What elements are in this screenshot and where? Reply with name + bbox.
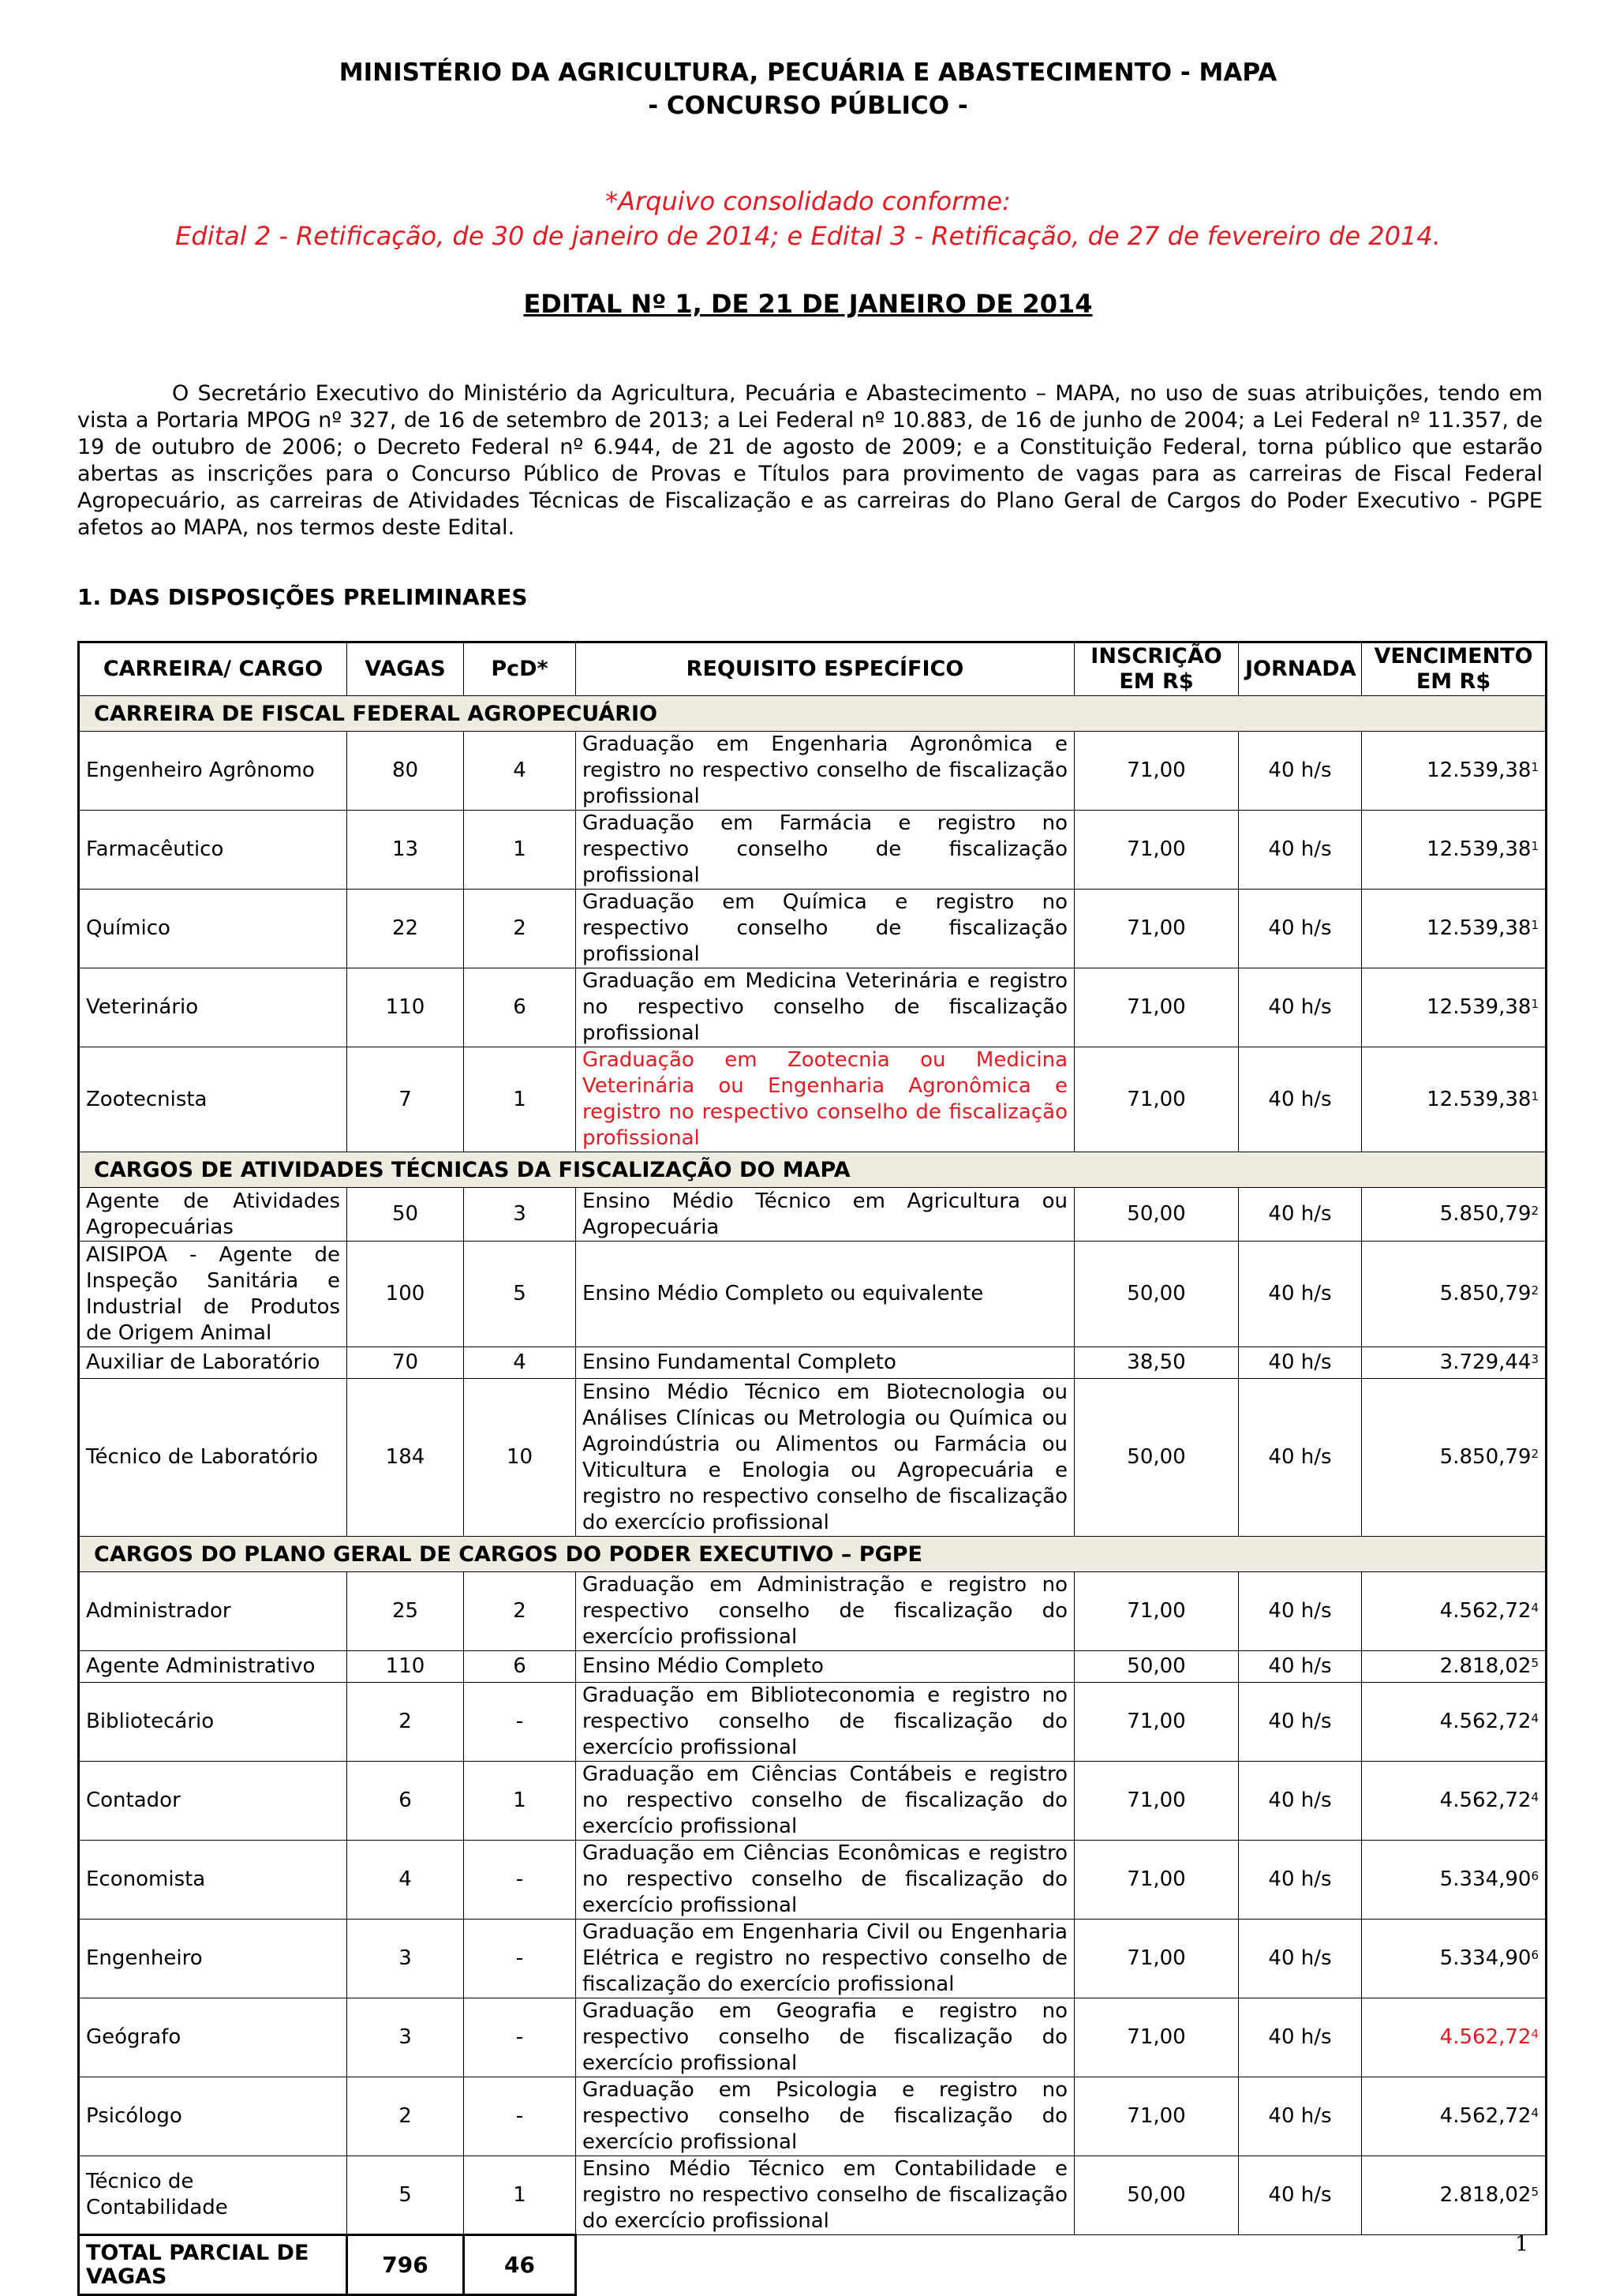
cell-requisito: Graduação em Ciências Econômicas e registro no respectivo conselho de fiscalização do exercício profissional [576,1841,1075,1920]
cell-jornada: 40 h/s [1239,1651,1362,1683]
vencimento-value: 5.850,79 [1439,1282,1532,1305]
vencimento-value: 5.850,79 [1439,1445,1532,1469]
cell-cargo: Químico [79,890,347,968]
cell-inscricao: 71,00 [1075,890,1239,968]
vencimento-value: 12.539,38 [1427,837,1532,861]
table-row [79,1762,1547,1841]
cell-pcd: 1 [464,811,576,890]
footnote-marker: 4 [1531,1601,1539,1615]
cell-requisito: Ensino Médio Completo [576,1651,1075,1683]
cell-vagas: 5 [347,2156,464,2235]
cell-jornada: 40 h/s [1239,1998,1362,2077]
cell-inscricao: 71,00 [1075,2077,1239,2156]
cell-requisito: Ensino Médio Completo ou equivalente [576,1242,1075,1347]
cell-jornada: 40 h/s [1239,732,1362,811]
cell-pcd: 4 [464,732,576,811]
cell-vencimento [1362,1242,1547,1347]
vencimento-value: 5.334,90 [1439,1946,1532,1970]
cell-jornada: 40 h/s [1239,968,1362,1047]
cell-vagas: 2 [347,2077,464,2156]
cell-vencimento [1362,1841,1547,1920]
footnote-marker: 4 [1531,1711,1539,1725]
table-row [79,811,1547,890]
cell-inscricao: 50,00 [1075,1651,1239,1683]
cell-pcd: - [464,1841,576,1920]
cell-requisito: Graduação em Zootecnia ou Medicina Veterinária ou Engenharia Agronômica e registro no respectivo conselho de fiscalização profissional [576,1047,1075,1152]
cell-requisito: Graduação em Medicina Veterinária e registro no respectivo conselho de fiscalização profissional [576,968,1075,1047]
cell-inscricao: 71,00 [1075,732,1239,811]
vencimento-value: 12.539,38 [1427,758,1532,782]
cell-inscricao: 71,00 [1075,1683,1239,1762]
footnote-marker: 3 [1531,1352,1539,1366]
cell-inscricao: 71,00 [1075,1841,1239,1920]
cell-requisito: Ensino Médio Técnico em Biotecnologia ou Análises Clínicas ou Metrologia ou Química ou Agroindústria ou Alimentos ou Farmácia ou Viticultura e Enologia ou Agropecuária e registro no respectivo conselho de fiscalização do exercício profissional [576,1379,1075,1537]
cell-vencimento [1362,1347,1547,1379]
cell-cargo: Engenheiro Agrônomo [79,732,347,811]
vencimento-value: 3.729,44 [1439,1350,1532,1374]
cell-requisito: Graduação em Geografia e registro no respectivo conselho de fiscalização do exercício profissional [576,1998,1075,2077]
cell-inscricao: 71,00 [1075,811,1239,890]
cell-requisito: Ensino Fundamental Completo [576,1347,1075,1379]
section-title: CARGOS DO PLANO GERAL DE CARGOS DO PODER EXECUTIVO – PGPE [79,1537,1547,1572]
cell-cargo: AISIPOA - Agente de Inspeção Sanitária e Industrial de Produtos de Origem Animal [79,1242,347,1347]
table-row [79,968,1547,1047]
cell-jornada: 40 h/s [1239,1920,1362,1998]
table-row [79,1047,1547,1152]
cell-jornada: 40 h/s [1239,1242,1362,1347]
cell-vencimento [1362,811,1547,890]
cell-vagas: 2 [347,1683,464,1762]
cell-jornada: 40 h/s [1239,1379,1362,1537]
section-title: CARGOS DE ATIVIDADES TÉCNICAS DA FISCALIZAÇÃO DO MAPA [79,1152,1547,1188]
cell-jornada: 40 h/s [1239,1841,1362,1920]
table-row [79,1242,1547,1347]
vencimento-value: 5.334,90 [1439,1867,1532,1891]
cell-vagas: 3 [347,1998,464,2077]
cell-jornada: 40 h/s [1239,1188,1362,1242]
cell-pcd: 5 [464,1242,576,1347]
cell-vagas: 80 [347,732,464,811]
cell-vencimento [1362,732,1547,811]
retification-note: Edital 2 - Retificação, de 30 de janeiro de 2014; e Edital 3 - Retificação, de 27 de fevereiro de 2014. [175,221,1441,251]
cell-vencimento [1362,1572,1547,1651]
footnote-marker: 5 [1531,2185,1539,2199]
cell-cargo: Engenheiro [79,1920,347,1998]
total-empty-cell [1075,2235,1239,2295]
cell-inscricao: 50,00 [1075,1379,1239,1537]
total-label: TOTAL PARCIAL DE VAGAS [79,2235,347,2295]
total-row [79,2235,1547,2295]
footnote-marker: 4 [1531,2106,1539,2120]
cell-cargo: Contador [79,1762,347,1841]
cell-cargo: Agente de Atividades Agropecuárias [79,1188,347,1242]
cell-vencimento [1362,2077,1547,2156]
table-row [79,2156,1547,2235]
table-row [79,1998,1547,2077]
cell-vagas: 3 [347,1920,464,1998]
ministry-title: MINISTÉRIO DA AGRICULTURA, PECUÁRIA E ABASTECIMENTO - MAPA [339,58,1277,87]
intro-text: O Secretário Executivo do Ministério da Agricultura, Pecuária e Abastecimento – MAPA, no uso de suas atribuições, tendo em vista a Portaria MPOG nº 327, de 16 de setembro de 2013; a Lei Federal nº 10.883, de 16 de junho de 2004; a Lei Federal nº 11.357, de 19 de outubro de 2006; o Decreto Federal nº 6.944, de 21 de agosto de 2009; e a Constituição Federal, torna público que estarão abertas as inscrições para o Concurso Público de Provas e Títulos para provimento de vagas para as carreiras de Fiscal Federal Agropecuário, as carreiras de Atividades Técnicas de Fiscalização e as carreiras do Plano Geral de Cargos do Poder Executivo - PGPE afetos ao MAPA, nos termos deste Edital. [77,381,1543,540]
table-row [79,1572,1547,1651]
cell-cargo: Bibliotecário [79,1683,347,1762]
cell-requisito: Graduação em Engenharia Civil ou Engenharia Elétrica e registro no respectivo conselho de fiscalização do exercício profissional [576,1920,1075,1998]
cell-vagas: 100 [347,1242,464,1347]
consolidation-note: *Arquivo consolidado conforme: [605,186,1011,216]
table-row [79,1920,1547,1998]
cell-jornada: 40 h/s [1239,890,1362,968]
table-row [79,1841,1547,1920]
header-jornada: JORNADA [1239,642,1362,696]
section-row [79,1152,1547,1188]
cell-requisito: Graduação em Psicologia e registro no respectivo conselho de fiscalização do exercício profissional [576,2077,1075,2156]
cell-jornada: 40 h/s [1239,1762,1362,1841]
cell-vagas: 184 [347,1379,464,1537]
cell-vagas: 25 [347,1572,464,1651]
footnote-marker: 1 [1531,1088,1539,1103]
footnote-marker: 1 [1531,997,1539,1011]
footnote-marker: 1 [1531,839,1539,853]
table-row [79,1683,1547,1762]
footnote-marker: 1 [1531,918,1539,932]
cell-requisito: Ensino Médio Técnico em Contabilidade e registro no respectivo conselho de fiscalização do exercício profissional [576,2156,1075,2235]
vencimento-value: 12.539,38 [1427,1087,1532,1111]
cell-cargo: Economista [79,1841,347,1920]
cell-pcd: 2 [464,1572,576,1651]
cell-pcd: 4 [464,1347,576,1379]
cell-vagas: 110 [347,968,464,1047]
cell-requisito: Graduação em Farmácia e registro no respectivo conselho de fiscalização profissional [576,811,1075,890]
cell-vagas: 110 [347,1651,464,1683]
cell-inscricao: 38,50 [1075,1347,1239,1379]
cell-vencimento [1362,1379,1547,1537]
cell-pcd: 6 [464,1651,576,1683]
cell-pcd: - [464,1683,576,1762]
cell-inscricao: 71,00 [1075,1998,1239,2077]
cell-cargo: Farmacêutico [79,811,347,890]
table-row [79,1188,1547,1242]
header-inscricao: INSCRIÇÃO EM R$ [1075,642,1239,696]
section-row [79,1537,1547,1572]
cell-jornada: 40 h/s [1239,2077,1362,2156]
cell-vagas: 7 [347,1047,464,1152]
footnote-marker: 6 [1531,1869,1539,1883]
cell-cargo: Veterinário [79,968,347,1047]
table-row [79,1347,1547,1379]
header-requisito: REQUISITO ESPECÍFICO [576,642,1075,696]
cell-vencimento [1362,1683,1547,1762]
vencimento-value: 4.562,72 [1439,2104,1532,2128]
footnote-marker: 4 [1531,1790,1539,1804]
cell-inscricao: 71,00 [1075,1572,1239,1651]
footnote-marker: 5 [1531,1656,1539,1670]
cell-vencimento [1362,890,1547,968]
cell-jornada: 40 h/s [1239,1683,1362,1762]
section-title: CARREIRA DE FISCAL FEDERAL AGROPECUÁRIO [79,696,1547,732]
cell-pcd: 10 [464,1379,576,1537]
cell-pcd: - [464,1920,576,1998]
vacancies-table [77,641,1547,2296]
cell-jornada: 40 h/s [1239,1347,1362,1379]
cell-vagas: 50 [347,1188,464,1242]
edital-title: EDITAL Nº 1, DE 21 DE JANEIRO DE 2014 [523,289,1093,319]
vencimento-value: 2.818,02 [1439,2183,1532,2207]
cell-vencimento [1362,1998,1547,2077]
table-header-row [79,642,1547,696]
header-vencimento: VENCIMENTO EM R$ [1362,642,1547,696]
footnote-marker: 2 [1531,1204,1539,1218]
cell-cargo: Administrador [79,1572,347,1651]
cell-requisito: Graduação em Ciências Contábeis e registro no respectivo conselho de fiscalização do exercício profissional [576,1762,1075,1841]
cell-pcd: 2 [464,890,576,968]
cell-inscricao: 71,00 [1075,968,1239,1047]
table-row [79,890,1547,968]
cell-requisito: Graduação em Administração e registro no respectivo conselho de fiscalização do exercício profissional [576,1572,1075,1651]
cell-pcd: 1 [464,1762,576,1841]
cell-inscricao: 50,00 [1075,2156,1239,2235]
vencimento-value: 12.539,38 [1427,916,1532,940]
cell-vagas: 13 [347,811,464,890]
vencimento-value: 4.562,72 [1439,2025,1532,2049]
cell-inscricao: 50,00 [1075,1242,1239,1347]
cell-cargo: Técnico de Contabilidade [79,2156,347,2235]
footnote-marker: 6 [1531,1948,1539,1962]
table-row [79,732,1547,811]
cell-inscricao: 50,00 [1075,1188,1239,1242]
table-row [79,2077,1547,2156]
table-row [79,1651,1547,1683]
total-pcd: 46 [464,2235,576,2295]
section-row [79,696,1547,732]
page-number: 1 [1515,2232,1529,2257]
cell-vagas: 6 [347,1762,464,1841]
cell-inscricao: 71,00 [1075,1920,1239,1998]
section-heading: 1. DAS DISPOSIÇÕES PRELIMINARES [77,584,528,610]
cell-vencimento [1362,1762,1547,1841]
cell-pcd: 1 [464,2156,576,2235]
total-empty-cell [576,2235,1075,2295]
cell-cargo: Zootecnista [79,1047,347,1152]
cell-vencimento [1362,968,1547,1047]
cell-inscricao: 71,00 [1075,1762,1239,1841]
cell-vencimento [1362,2156,1547,2235]
vencimento-value: 5.850,79 [1439,1202,1532,1226]
cell-cargo: Auxiliar de Laboratório [79,1347,347,1379]
table-row [79,1379,1547,1537]
cell-jornada: 40 h/s [1239,1572,1362,1651]
cell-requisito: Graduação em Química e registro no respectivo conselho de fiscalização profissional [576,890,1075,968]
intro-paragraph [77,380,1543,541]
cell-vencimento [1362,1188,1547,1242]
vencimento-value: 4.562,72 [1439,1788,1532,1812]
header-vagas: VAGAS [347,642,464,696]
cell-pcd: 1 [464,1047,576,1152]
cell-requisito: Ensino Médio Técnico em Agricultura ou Agropecuária [576,1188,1075,1242]
cell-vagas: 70 [347,1347,464,1379]
header-cargo: CARREIRA/ CARGO [79,642,347,696]
cell-jornada: 40 h/s [1239,2156,1362,2235]
concurso-subtitle: - CONCURSO PÚBLICO - [648,92,968,120]
cell-requisito: Graduação em Biblioteconomia e registro no respectivo conselho de fiscalização do exercício profissional [576,1683,1075,1762]
cell-pcd: 3 [464,1188,576,1242]
cell-pcd: - [464,1998,576,2077]
vencimento-value: 2.818,02 [1439,1654,1532,1678]
cell-inscricao: 71,00 [1075,1047,1239,1152]
footnote-marker: 2 [1531,1447,1539,1461]
vencimento-value: 4.562,72 [1439,1710,1532,1733]
header-pcd: PcD* [464,642,576,696]
cell-jornada: 40 h/s [1239,1047,1362,1152]
cell-vencimento [1362,1920,1547,1998]
cell-vencimento [1362,1651,1547,1683]
cell-cargo: Técnico de Laboratório [79,1379,347,1537]
cell-vagas: 22 [347,890,464,968]
footnote-marker: 1 [1531,760,1539,774]
cell-cargo: Psicólogo [79,2077,347,2156]
vencimento-value: 4.562,72 [1439,1599,1532,1623]
cell-pcd: 6 [464,968,576,1047]
footnote-marker: 2 [1531,1283,1539,1298]
cell-requisito: Graduação em Engenharia Agronômica e registro no respectivo conselho de fiscalização profissional [576,732,1075,811]
footnote-marker: 4 [1531,2027,1539,2041]
cell-vencimento [1362,1047,1547,1152]
cell-jornada: 40 h/s [1239,811,1362,890]
total-vagas: 796 [347,2235,464,2295]
total-empty-cell [1239,2235,1362,2295]
cell-cargo: Agente Administrativo [79,1651,347,1683]
cell-vagas: 4 [347,1841,464,1920]
cell-pcd: - [464,2077,576,2156]
cell-cargo: Geógrafo [79,1998,347,2077]
vencimento-value: 12.539,38 [1427,995,1532,1019]
